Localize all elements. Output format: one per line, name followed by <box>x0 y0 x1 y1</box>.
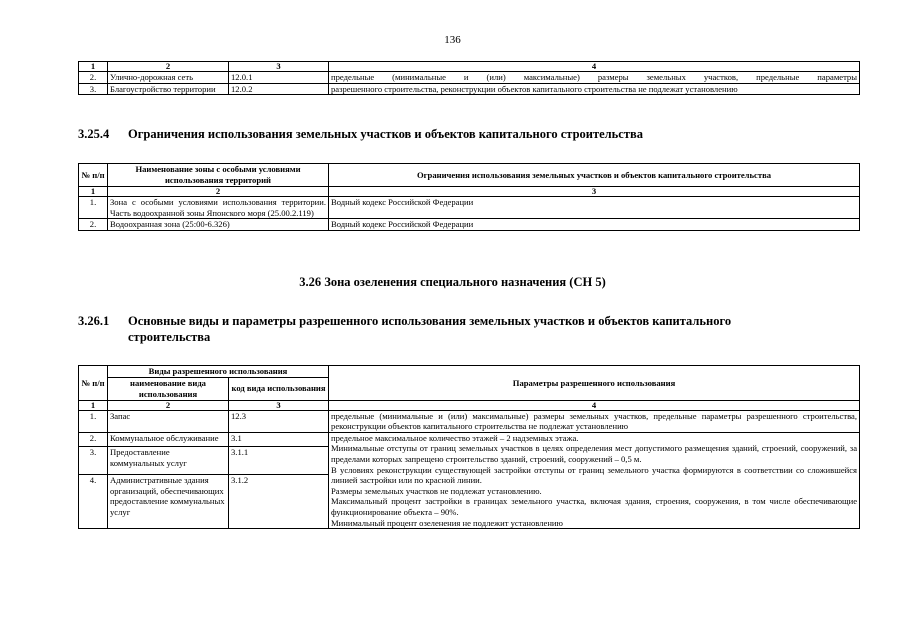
table-row: 1. Зона с особыми условиями использования территории. Часть водоохранной зоны Японского моря (25.00.2.119) Водный кодекс Российской Федерации <box>79 197 860 219</box>
section-heading-3-26-1: 3.26.1 Основные виды и параметры разрешенного использования земельных участков и объектов капитального строительства <box>78 314 732 344</box>
table-row: 1. Запас 12.3 предельные (минимальные и (или) максимальные) размеры земельных участков, предельные параметры разрешенного строительства, реконструкции объектов капитального строительства не подлежат установлению <box>79 410 860 432</box>
table-column-numbers: 1 2 3 4 <box>79 62 860 72</box>
page-number: 136 <box>444 34 461 46</box>
table-permitted-uses <box>78 365 860 529</box>
table-header: № п/п Наименование зоны с особыми условиями использования территорий Ограничения использования земельных участков и объектов капитального строительства <box>79 164 860 187</box>
table-continuation <box>78 61 860 95</box>
params-cell: предельное максимальное количество этажей – 2 надземных этажа. Минимальные отступы от границ земельных участков в целях определения мест допустимого размещения зданий, строений, сооружений, за пределами которых запрещено строительство зданий, строений, сооружений – 0,5 м. В условиях реконструкции существующей застройки отступы от границ земельного участка формируются в соответствии со сложившейся линией застройки или по красной линии. Размеры земельных участков не подлежат установлению. Максимальный процент застройки в границах земельного участка, включая здания, строения, сооружения, в том числе обеспечивающие функционирование объекта – 90%. Минимальный процент озеленения не подлежит установлению <box>329 432 860 528</box>
table-column-numbers: 1 2 3 <box>79 187 860 197</box>
table-row: 3. Предоставление коммунальных услуг 3.1.1 <box>79 447 860 475</box>
table-row: 2. Водоохранная зона (25:00-6.326) Водный кодекс Российской Федерации <box>79 219 860 231</box>
table-row: 2. Улично-дорожная сеть 12.0.1 предельные (минимальные и (или) максимальные) размеры земельных участков, предельные параметры <box>79 72 860 84</box>
table-row: 2. Коммунальное обслуживание 3.1 предельное максимальное количество этажей – 2 надземных этажа. Минимальные отступы от границ земельных участков в целях определения мест допустимого размещения зданий, строений, сооружений, за пределами которых запрещено строительство зданий, строений, сооружений – 0,5 м. В условиях реконструкции существующей застройки отступы от границ земельного участка формируются в соответствии со сложившейся линией застройки или по красной линии. Размеры земельных участков не подлежат установлению. Максимальный процент застройки в границах земельного участка, включая здания, строения, сооружения, в том числе обеспечивающие функционирование объекта – 90%. Минимальный процент озеленения не подлежит установлению <box>79 432 860 446</box>
table-row: 4. Административные здания организаций, обеспечивающих предоставление коммунальных услуг 3.1.2 <box>79 474 860 528</box>
table-header: № п/п Виды разрешенного использования Параметры разрешенного использования <box>79 366 860 378</box>
table-row: 3. Благоустройство территории 12.0.2 разрешенного строительства, реконструкции объектов капитального строительства не подлежат установлению <box>79 83 860 95</box>
table-column-numbers: 1 2 3 4 <box>79 400 860 410</box>
zone-title: 3.26 Зона озеленения специального назначения (СН 5) <box>299 275 606 289</box>
section-heading-3-25-4: 3.25.4 Ограничения использования земельных участков и объектов капитального строительства <box>78 127 643 141</box>
table-subheader: наименование вида использования код вида использования <box>79 377 860 400</box>
table-restrictions <box>78 163 860 231</box>
